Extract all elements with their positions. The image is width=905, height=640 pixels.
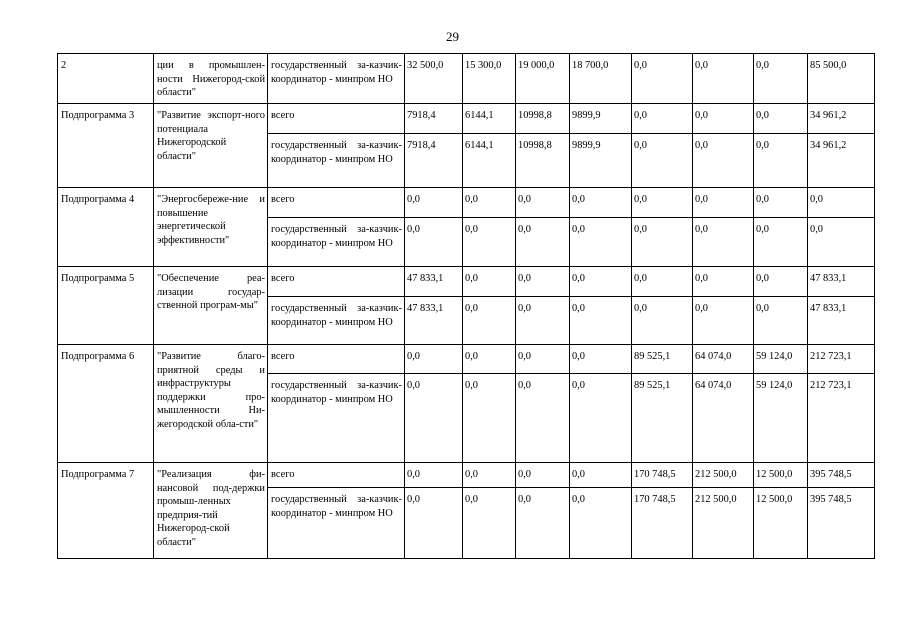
year-value-cell: 0,0 <box>570 297 632 345</box>
year-value-cell: 0,0 <box>516 463 570 488</box>
year-value-cell: 0,0 <box>516 188 570 218</box>
executor-cell: государственный за-казчик-координатор - минпром НО <box>268 218 405 267</box>
executor-cell: всего <box>268 345 405 374</box>
table-row <box>58 188 875 218</box>
year-value-cell: 0,0 <box>754 54 808 104</box>
year-value-cell: 0,0 <box>754 134 808 188</box>
year-value-cell: 59 124,0 <box>754 374 808 463</box>
budget-table <box>57 53 875 559</box>
year-value-cell: 0,0 <box>693 218 754 267</box>
table-row <box>58 267 875 297</box>
total-value-cell: 47 833,1 <box>808 297 875 345</box>
year-value-cell: 47 833,1 <box>405 297 463 345</box>
year-value-cell: 0,0 <box>463 345 516 374</box>
year-value-cell: 9899,9 <box>570 134 632 188</box>
year-value-cell: 0,0 <box>463 267 516 297</box>
year-value-cell: 15 300,0 <box>463 54 516 104</box>
year-value-cell: 0,0 <box>632 54 693 104</box>
year-value-cell: 0,0 <box>405 374 463 463</box>
executor-cell: государственный за-казчик-координатор - минпром НО <box>268 374 405 463</box>
year-value-cell: 47 833,1 <box>405 267 463 297</box>
subprogram-name-cell: "Обеспечение реа-лизации государ-ственной програм-мы" <box>154 267 268 345</box>
year-value-cell: 0,0 <box>405 345 463 374</box>
year-value-cell: 0,0 <box>463 463 516 488</box>
executor-cell: всего <box>268 188 405 218</box>
total-value-cell: 0,0 <box>808 218 875 267</box>
year-value-cell: 0,0 <box>463 374 516 463</box>
year-value-cell: 0,0 <box>693 54 754 104</box>
year-value-cell: 10998,8 <box>516 104 570 134</box>
year-value-cell: 0,0 <box>570 267 632 297</box>
year-value-cell: 0,0 <box>516 374 570 463</box>
year-value-cell: 0,0 <box>632 188 693 218</box>
subprogram-number-cell: Подпрограмма 5 <box>58 267 154 345</box>
year-value-cell: 0,0 <box>754 297 808 345</box>
year-value-cell: 0,0 <box>693 188 754 218</box>
year-value-cell: 0,0 <box>516 267 570 297</box>
year-value-cell: 0,0 <box>632 218 693 267</box>
year-value-cell: 0,0 <box>632 104 693 134</box>
year-value-cell: 0,0 <box>463 188 516 218</box>
year-value-cell: 0,0 <box>570 218 632 267</box>
subprogram-name-cell: "Энергосбереже-ние и повышение энергетической эффективности" <box>154 188 268 267</box>
year-value-cell: 7918,4 <box>405 134 463 188</box>
table-row <box>58 463 875 488</box>
year-value-cell: 0,0 <box>516 345 570 374</box>
year-value-cell: 0,0 <box>754 218 808 267</box>
total-value-cell: 212 723,1 <box>808 345 875 374</box>
year-value-cell: 0,0 <box>516 218 570 267</box>
table-row <box>58 345 875 374</box>
total-value-cell: 212 723,1 <box>808 374 875 463</box>
year-value-cell: 0,0 <box>693 297 754 345</box>
total-value-cell: 85 500,0 <box>808 54 875 104</box>
year-value-cell: 0,0 <box>693 134 754 188</box>
total-value-cell: 395 748,5 <box>808 488 875 559</box>
executor-cell: государственный за-казчик-координатор - минпром НО <box>268 54 405 104</box>
subprogram-name-cell: "Развитие благо-приятной среды и инфраструктуры поддержки про-мышленности Ни-жегородской обла-сти" <box>154 345 268 463</box>
year-value-cell: 0,0 <box>570 374 632 463</box>
total-value-cell: 395 748,5 <box>808 463 875 488</box>
year-value-cell: 32 500,0 <box>405 54 463 104</box>
year-value-cell: 0,0 <box>405 488 463 559</box>
year-value-cell: 0,0 <box>570 188 632 218</box>
year-value-cell: 64 074,0 <box>693 374 754 463</box>
year-value-cell: 0,0 <box>632 267 693 297</box>
year-value-cell: 0,0 <box>463 297 516 345</box>
executor-cell: всего <box>268 267 405 297</box>
page-number: 29 <box>446 29 459 44</box>
year-value-cell: 12 500,0 <box>754 488 808 559</box>
year-value-cell: 0,0 <box>754 267 808 297</box>
year-value-cell: 170 748,5 <box>632 463 693 488</box>
year-value-cell: 0,0 <box>405 218 463 267</box>
subprogram-number-cell: 2 <box>58 54 154 104</box>
year-value-cell: 7918,4 <box>405 104 463 134</box>
year-value-cell: 0,0 <box>463 488 516 559</box>
total-value-cell: 34 961,2 <box>808 134 875 188</box>
year-value-cell: 0,0 <box>405 188 463 218</box>
subprogram-number-cell: Подпрограмма 6 <box>58 345 154 463</box>
year-value-cell: 0,0 <box>632 134 693 188</box>
year-value-cell: 0,0 <box>516 297 570 345</box>
year-value-cell: 18 700,0 <box>570 54 632 104</box>
executor-cell: государственный за-казчик-координатор - минпром НО <box>268 488 405 559</box>
year-value-cell: 9899,9 <box>570 104 632 134</box>
executor-cell: всего <box>268 104 405 134</box>
year-value-cell: 89 525,1 <box>632 345 693 374</box>
year-value-cell: 59 124,0 <box>754 345 808 374</box>
executor-cell: государственный за-казчик-координатор - минпром НО <box>268 134 405 188</box>
year-value-cell: 64 074,0 <box>693 345 754 374</box>
year-value-cell: 19 000,0 <box>516 54 570 104</box>
year-value-cell: 0,0 <box>754 188 808 218</box>
total-value-cell: 0,0 <box>808 188 875 218</box>
year-value-cell: 10998,8 <box>516 134 570 188</box>
year-value-cell: 12 500,0 <box>754 463 808 488</box>
year-value-cell: 0,0 <box>570 488 632 559</box>
year-value-cell: 212 500,0 <box>693 463 754 488</box>
year-value-cell: 0,0 <box>516 488 570 559</box>
subprogram-number-cell: Подпрограмма 4 <box>58 188 154 267</box>
year-value-cell: 0,0 <box>570 463 632 488</box>
year-value-cell: 212 500,0 <box>693 488 754 559</box>
year-value-cell: 0,0 <box>693 104 754 134</box>
total-value-cell: 47 833,1 <box>808 267 875 297</box>
executor-cell: государственный за-казчик-координатор - минпром НО <box>268 297 405 345</box>
subprogram-name-cell: "Реализация фи-нансовой под-держки промыш-ленных предприя-тий Нижегород-ской области" <box>154 463 268 559</box>
table-row <box>58 104 875 134</box>
executor-cell: всего <box>268 463 405 488</box>
year-value-cell: 6144,1 <box>463 134 516 188</box>
subprogram-number-cell: Подпрограмма 3 <box>58 104 154 188</box>
year-value-cell: 89 525,1 <box>632 374 693 463</box>
year-value-cell: 0,0 <box>693 267 754 297</box>
year-value-cell: 0,0 <box>754 104 808 134</box>
subprogram-name-cell: ции в промышлен-ности Нижегород-ской области" <box>154 54 268 104</box>
year-value-cell: 170 748,5 <box>632 488 693 559</box>
year-value-cell: 0,0 <box>570 345 632 374</box>
year-value-cell: 6144,1 <box>463 104 516 134</box>
subprogram-name-cell: "Развитие экспорт-ного потенциала Нижегородской области" <box>154 104 268 188</box>
year-value-cell: 0,0 <box>632 297 693 345</box>
year-value-cell: 0,0 <box>463 218 516 267</box>
year-value-cell: 0,0 <box>405 463 463 488</box>
table-row <box>58 54 875 104</box>
subprogram-number-cell: Подпрограмма 7 <box>58 463 154 559</box>
total-value-cell: 34 961,2 <box>808 104 875 134</box>
